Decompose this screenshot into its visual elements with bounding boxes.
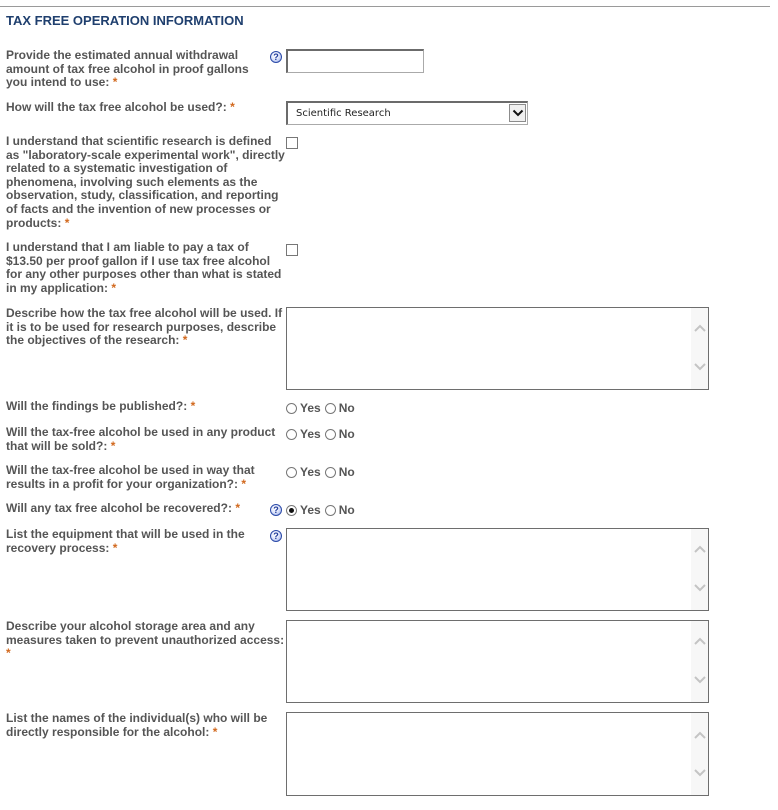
storage-label-text: Describe your alcohol storage area and any measures taken to prevent unauthorized access: (6, 619, 285, 647)
withdrawal-label (6, 49, 261, 90)
scroll-down-icon[interactable] (694, 584, 706, 592)
scrollbar[interactable] (691, 529, 708, 610)
scroll-up-icon[interactable] (694, 324, 706, 332)
tax-ack-checkbox[interactable] (286, 244, 298, 256)
recovered-no-radio[interactable] (325, 505, 336, 516)
required-marker: * (241, 476, 247, 491)
required-marker: * (182, 333, 188, 348)
help-question-icon[interactable]: ? (270, 530, 282, 542)
scroll-down-icon[interactable] (694, 676, 706, 684)
responsible-label-text: List the names of the individual(s) who will be directly responsible for the alcohol: (6, 711, 268, 739)
yes-label: Yes (300, 465, 321, 479)
scroll-up-icon[interactable] (694, 637, 706, 645)
required-marker: * (190, 399, 196, 413)
help-question-icon[interactable]: ? (270, 51, 282, 63)
required-marker: * (112, 75, 118, 90)
recovered-label-text: Will any tax free alcohol be recovered?: (6, 501, 232, 515)
recovered-label (6, 502, 286, 516)
withdrawal-input[interactable] (286, 49, 424, 73)
published-label (6, 400, 286, 414)
profit-label (6, 464, 271, 491)
product-sold-yes-radio[interactable] (286, 429, 297, 440)
storage-label (6, 620, 286, 661)
published-radio-group (286, 401, 359, 415)
scroll-up-icon[interactable] (694, 545, 706, 553)
withdrawal-label-text: Provide the estimated annual withdrawal amount of tax free alcohol in proof gallons you intend to use: (6, 48, 249, 90)
recovered-radio-group (286, 503, 359, 517)
scrollbar[interactable] (691, 621, 708, 702)
usage-label (6, 101, 286, 115)
scroll-down-icon[interactable] (694, 769, 706, 777)
section-divider (0, 6, 770, 7)
required-marker: * (212, 724, 218, 739)
tax-ack-label-text: I understand that I am liable to pay a tax of $13.50 per proof gallon if I use tax free alcohol for any other purposes other than what is stated in my application: (6, 240, 282, 295)
dropdown-button[interactable] (509, 104, 526, 122)
responsible-textarea[interactable] (286, 712, 709, 796)
equipment-textarea[interactable] (286, 528, 709, 611)
yes-label: Yes (300, 427, 321, 441)
scroll-up-icon[interactable] (694, 731, 706, 739)
describe-use-label (6, 307, 286, 348)
required-marker: * (111, 280, 117, 295)
published-label-text: Will the findings be published?: (6, 399, 188, 413)
storage-textarea[interactable] (286, 620, 709, 703)
section-title: TAX FREE OPERATION INFORMATION (6, 13, 244, 28)
research-ack-label-text: I understand that scientific research is defined as "laboratory-scale experimental work", directly related to a systematic investigation of phenomena, involving such elements as the observation, study, classification, and reporting of facts and the invention of new processes or products: (6, 134, 285, 230)
profit-no-radio[interactable] (325, 467, 336, 478)
research-ack-label (6, 135, 286, 230)
scrollbar[interactable] (691, 713, 708, 795)
no-label: No (338, 427, 355, 441)
profit-yes-radio[interactable] (286, 467, 297, 478)
yes-label: Yes (300, 503, 321, 517)
chevron-down-icon (512, 108, 524, 118)
no-label: No (338, 401, 355, 415)
profit-label-text: Will the tax-free alcohol be used in way that results in a profit for your organization?: (6, 463, 255, 491)
required-marker: * (110, 438, 116, 453)
responsible-label (6, 712, 276, 739)
tax-ack-label (6, 241, 286, 295)
published-no-radio[interactable] (325, 403, 336, 414)
equipment-label-text: List the equipment that will be used in the recovery process: (6, 527, 245, 555)
scroll-down-icon[interactable] (694, 363, 706, 371)
product-sold-label-text: Will the tax-free alcohol be used in any product that will be sold?: (6, 425, 276, 453)
published-yes-radio[interactable] (286, 403, 297, 414)
usage-select[interactable] (286, 101, 528, 125)
usage-label-text: How will the tax free alcohol be used?: (6, 100, 227, 114)
research-ack-checkbox[interactable] (286, 137, 298, 149)
describe-use-label-text: Describe how the tax free alcohol will be used. If it is to be used for research purposes, describe the objectives of the research: (6, 306, 283, 348)
equipment-label (6, 528, 261, 555)
describe-use-textarea[interactable] (286, 307, 709, 390)
scrollbar[interactable] (691, 308, 708, 389)
required-marker: * (235, 501, 240, 515)
yes-label: Yes (300, 401, 321, 415)
product-sold-radio-group (286, 427, 359, 441)
no-label: No (338, 465, 355, 479)
required-marker: * (230, 100, 235, 114)
required-marker: * (112, 540, 118, 555)
help-question-icon[interactable]: ? (270, 504, 282, 516)
recovered-yes-radio[interactable] (286, 505, 297, 516)
required-marker: * (64, 215, 70, 230)
required-marker: * (6, 646, 11, 661)
no-label: No (338, 503, 355, 517)
usage-selected-value: Scientific Research (296, 108, 391, 119)
product-sold-label (6, 426, 286, 453)
profit-radio-group (286, 465, 359, 479)
product-sold-no-radio[interactable] (325, 429, 336, 440)
